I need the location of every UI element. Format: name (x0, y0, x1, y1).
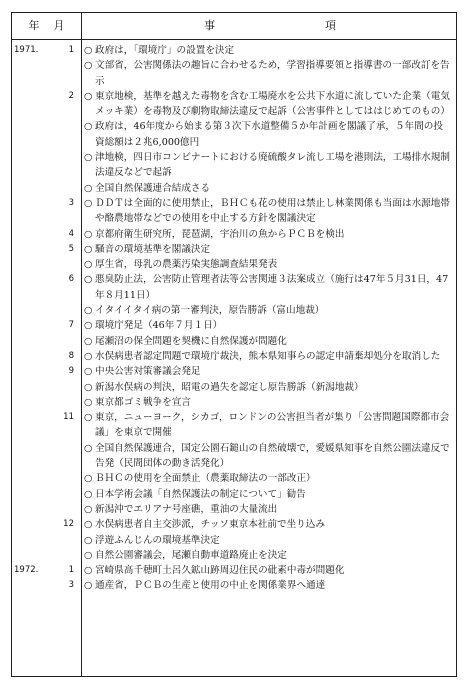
event-text: 厚生省，母乳の農薬汚染実態調査結果発表 (95, 259, 278, 271)
table-row (12, 272, 456, 318)
circle-bullet-icon: ○ (84, 565, 93, 577)
event-text: 新潟沖でエリアナ号座礁，重油の大量流出 (95, 503, 278, 515)
event-text: 京都府衛生研究所，琵琶湖，宇治川の魚からＰＣＢを検出 (95, 228, 345, 240)
month: 12 (63, 519, 74, 530)
event-text: 尾瀬沼の保全問題を契機に自然保護が問題化 (95, 335, 287, 347)
circle-bullet-icon: ○ (84, 381, 93, 393)
circle-bullet-icon: ○ (84, 335, 93, 347)
event-cell (84, 349, 456, 364)
circle-bullet-icon: ○ (84, 152, 93, 164)
date-cell (12, 242, 74, 257)
event-item (84, 548, 452, 563)
event-item (84, 487, 452, 502)
event-item (84, 181, 452, 196)
month: 3 (68, 580, 74, 591)
event-item (84, 257, 452, 272)
chronology-table (11, 12, 457, 677)
circle-bullet-icon: ○ (84, 473, 93, 485)
circle-bullet-icon: ○ (84, 121, 93, 133)
date-cell (12, 89, 74, 104)
event-item (84, 303, 452, 318)
event-item (84, 196, 452, 227)
event-item (84, 89, 452, 120)
month: 1 (68, 565, 74, 576)
event-item (84, 349, 452, 364)
event-item (84, 119, 452, 150)
event-text: 浮遊ふんじんの環境基準決定 (95, 534, 220, 546)
month: 5 (68, 243, 74, 254)
month: 6 (68, 274, 74, 285)
event-text: 東京地検，基準を越えた毒物を含む工場廃水を公共下水道に流していた企業（電気メッキ業）を毒物及び劇物取締法違反で起訴（公害事件としてははじめてのもの） (95, 90, 450, 118)
date-cell (12, 364, 74, 379)
event-item (84, 43, 452, 58)
month: 3 (68, 197, 74, 208)
circle-bullet-icon: ○ (84, 243, 93, 255)
event-text: 悪臭防止法，公害防止管理者法等公害関連３法案成立（施行は47年５月31日，47年８月11日） (95, 274, 449, 301)
circle-bullet-icon: ○ (84, 549, 93, 561)
event-item (84, 150, 452, 181)
event-cell (84, 272, 456, 318)
event-text: 自然公園審議会，尾瀬自動車道路廃止を決定 (95, 549, 287, 561)
circle-bullet-icon: ○ (84, 60, 93, 72)
table-row (12, 364, 456, 410)
event-cell (84, 43, 456, 89)
event-text: 津地検，四日市コンビナートにおける廃硫酸タレ流し工場を港則法，工場排水規制法違反などで起訴 (95, 152, 450, 179)
date-cell (12, 563, 74, 578)
date-cell (12, 578, 74, 593)
event-text: ＢＨＣの使用を全面禁止（農薬取締法の一部改正） (95, 473, 316, 485)
event-text: 東京都ゴミ戦争を宣言 (95, 396, 191, 408)
date-cell (12, 272, 74, 287)
circle-bullet-icon: ○ (84, 305, 93, 317)
circle-bullet-icon: ○ (84, 396, 93, 408)
header-event: 事項 (204, 19, 446, 32)
date-cell (12, 517, 74, 532)
month: 11 (63, 412, 74, 423)
event-cell (84, 410, 456, 517)
table-row (12, 89, 456, 196)
event-cell (84, 242, 456, 273)
event-item (84, 533, 452, 548)
circle-bullet-icon: ○ (84, 503, 93, 515)
event-item (84, 272, 452, 303)
year: 1971. (14, 45, 39, 55)
event-item (84, 242, 452, 257)
event-item (84, 471, 452, 486)
event-cell (84, 89, 456, 196)
event-item (84, 517, 452, 532)
date-cell (12, 410, 74, 425)
event-item (84, 364, 452, 379)
event-text: 宮崎県高千穂町土呂久鉱山跡周辺住民の砒素中毒が問題化 (95, 565, 345, 577)
date-cell (12, 196, 74, 211)
event-text: 東京，ニューヨーク，シカゴ，ロンドンの公害担当者が集り「公害問題国際都市会議」を東京で開催 (95, 412, 450, 439)
table-row (12, 349, 456, 364)
date-cell (12, 318, 74, 333)
event-cell (84, 227, 456, 242)
event-text: 全国自然保護連合結成さる (95, 182, 211, 194)
table-body (12, 43, 456, 594)
table-row (12, 517, 456, 563)
circle-bullet-icon: ○ (84, 197, 93, 209)
event-item (84, 334, 452, 349)
event-text: ＤＤＴは全面的に使用禁止，ＢＨＣも花の使用は禁止し林業関係も当面は水源地帯や酪農地帯などでの使用を中止する方針を閣議決定 (95, 197, 450, 225)
event-text: 新潟水俣病の判決，昭電の過失を認定し原告勝訴（新潟地裁） (95, 381, 364, 393)
circle-bullet-icon: ○ (84, 442, 93, 454)
year: 1972. (14, 565, 39, 576)
event-cell (84, 318, 456, 349)
event-cell (84, 517, 456, 563)
circle-bullet-icon: ○ (84, 90, 93, 102)
event-item (84, 395, 452, 410)
table-header (12, 13, 456, 40)
event-text: イタイイタイ病の第一審判決，原告勝訴（富山地裁） (95, 305, 325, 317)
event-text: 水俣病患者自主交渉派，チッソ東京本社前で坐り込み (95, 519, 325, 531)
table-row (12, 227, 456, 242)
circle-bullet-icon: ○ (84, 519, 93, 531)
event-item (84, 227, 452, 242)
circle-bullet-icon: ○ (84, 182, 93, 194)
month: 8 (68, 350, 74, 361)
month: 4 (68, 228, 74, 239)
month: 7 (68, 320, 74, 331)
circle-bullet-icon: ○ (84, 366, 93, 378)
circle-bullet-icon: ○ (84, 45, 93, 56)
event-item (84, 380, 452, 395)
event-text: 政府は，46年度から始まる第３次下水道整備５か年計画を閣議了承，５年間の投資総額は２兆6,000億円 (95, 121, 443, 148)
circle-bullet-icon: ○ (84, 274, 93, 286)
event-text: 水俣病患者認定問題で環境庁裁決，熊本県知事らの認定申請棄却処分を取消した (95, 350, 441, 362)
event-item (84, 563, 452, 578)
event-cell (84, 196, 456, 227)
event-text: 全国自然保護連合，国定公園石鎚山の自然破壊で，愛媛県知事を自然公園法違反で告発（民間団体の動き活発化） (95, 442, 450, 470)
event-cell (84, 563, 456, 578)
table-row (12, 43, 456, 89)
event-item (84, 441, 452, 472)
date-cell (12, 43, 74, 58)
circle-bullet-icon: ○ (84, 580, 93, 592)
header-date: 年月 (28, 19, 79, 32)
event-text: 環境庁発足（46年７月１日） (95, 320, 223, 332)
circle-bullet-icon: ○ (84, 259, 93, 271)
event-text: 日本学術会議「自然保護法の制定について」勧告 (95, 488, 306, 500)
date-cell (12, 349, 74, 364)
circle-bullet-icon: ○ (84, 320, 93, 332)
event-item (84, 318, 452, 333)
event-item (84, 578, 452, 593)
table-row (12, 563, 456, 578)
event-text: 文部省，公害関係法の趣旨に合わせるため，学習指導要領と指導書の一部改訂を告示 (95, 60, 450, 87)
table-row (12, 578, 456, 593)
month: 1 (68, 45, 74, 55)
table-row (12, 196, 456, 227)
event-item (84, 58, 452, 89)
table-row (12, 410, 456, 517)
event-text: 中央公害対策審議会発足 (95, 366, 201, 378)
circle-bullet-icon: ○ (84, 488, 93, 500)
circle-bullet-icon: ○ (84, 534, 93, 546)
table-row (12, 318, 456, 349)
circle-bullet-icon: ○ (84, 350, 93, 362)
month: 2 (68, 90, 74, 101)
event-cell (84, 578, 456, 593)
event-text: 通産省，ＰＣＢの生産と使用の中止を関係業界へ通達 (95, 580, 326, 592)
circle-bullet-icon: ○ (84, 412, 93, 424)
date-cell (12, 227, 74, 242)
event-item (84, 502, 452, 517)
event-item (84, 410, 452, 441)
event-text: 政府は，「環境庁」の設置を決定 (95, 45, 235, 56)
month: 9 (68, 366, 74, 377)
circle-bullet-icon: ○ (84, 228, 93, 240)
table-row (12, 242, 456, 273)
event-cell (84, 364, 456, 410)
event-text: 騒音の環境基準を閣議決定 (95, 243, 211, 255)
